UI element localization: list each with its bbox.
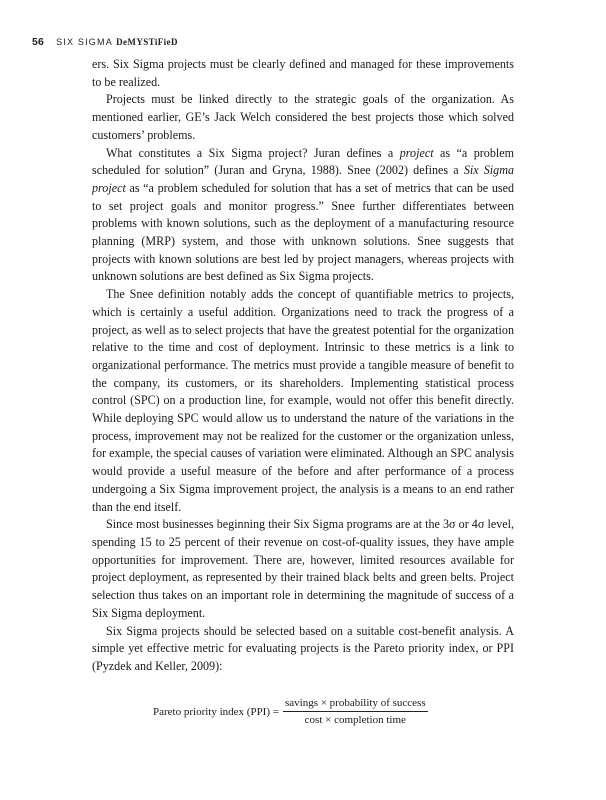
series-brand: DeMYSTiFieD [116,37,178,47]
formula-numerator: savings × probability of success [283,697,428,712]
paragraph: ers. Six Sigma projects must be clearly defined and managed for these improvements to be realized. [92,57,514,89]
formula-fraction [283,697,428,726]
paragraph: Projects must be linked directly to the strategic goals of the organization. As mentioned earlier, GE’s Jack Welch considered the best projects those which solved customers’ problems. [92,92,514,142]
text-run: as “a problem scheduled for solution that has a set of metrics that can be used to set project goals and monitor progress.” Snee further differentiates between problems with known solutions, such as the deployment of a manufacturing resource planning (MRP) system, and those with unknown solutions. Snee suggests that projects with known solutions are best led by project managers, whereas projects with unknown solutions are best defined as Six Sigma projects. [92,180,514,284]
text-run: as “a problem scheduled for solution” (Juran and Gryna, 1988). Snee (2002) defines a [92,145,515,178]
text-run: What constitutes a Six Sigma project? Juran defines a [106,145,400,160]
formula-lhs: Pareto priority index (PPI) = [153,705,279,718]
body-text [92,56,514,676]
paragraph: Since most businesses beginning their Six Sigma programs are at the 3σ or 4σ level, spending 15 to 25 percent of their revenue on cost-of-quality issues, they have ample opportunities for improvement. There are, however, limited resources available for project deployment, as represented by their trained black belts and green belts. Project selection thus takes on an important role in determining the magnitude of success of a Six Sigma deployment. [92,517,514,620]
italic-term: Six Sigma project [92,163,514,195]
paragraph: The Snee definition notably adds the concept of quantifiable metrics to projects, which is certainly a useful addition. Organizations need to track the progress of a project, as well as to select projects that have the greatest potential for the organization relative to the time and cost of deployment. Intrinsic to these metrics is a link to organizational performance. The metrics must provide a tangible measure of benefit to the company, its customers, or its shareholders. Implementing statistical process control (SPC) on a production line, for example, would not offer this benefit directly. While deploying SPC would allow us to understand the nature of the variations in the process, improvement may not be realized for the customer or the organization unless, for example, the special causes of variation were eliminated. Although an SPC analysis would provide a useful measure of the before and after performance of a process undergoing a Six Sigma improvement project, the analysis is a means to an end rather than the end itself. [92,287,514,514]
paragraph [92,145,514,287]
running-header [32,36,178,48]
paragraph: Six Sigma projects should be selected based on a suitable cost-benefit analysis. A simple yet effective metric for evaluating projects is the Pareto priority index, or PPI (Pyzdek and Keller, 2009): [92,623,514,673]
series-prefix: SIX SIGMA [56,37,113,47]
ppi-formula [153,697,428,726]
page-number: 56 [32,36,45,48]
series-title [56,37,178,47]
formula-denominator: cost × completion time [304,714,406,726]
italic-term: project [399,145,434,160]
